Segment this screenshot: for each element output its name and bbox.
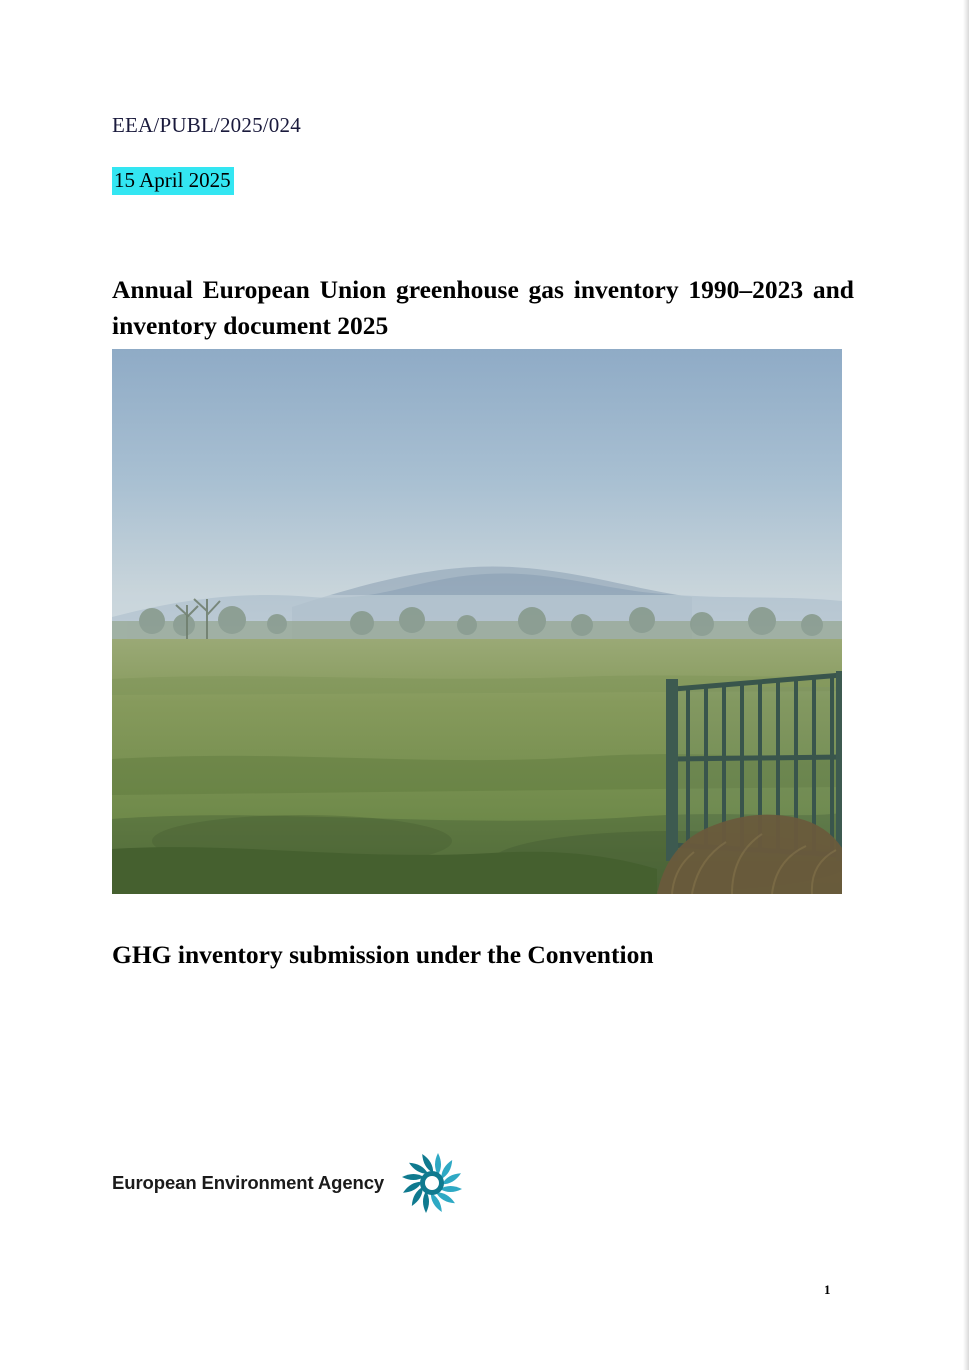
- document-date: 15 April 2025: [112, 167, 234, 195]
- organisation-name: European Environment Agency: [112, 1172, 385, 1193]
- page-title: Annual European Union greenhouse gas inventory 1990–2023 and inventory document 2025: [112, 275, 854, 341]
- eea-logo-icon: [396, 1147, 468, 1219]
- document-subtitle: GHG inventory submission under the Convention: [112, 940, 654, 970]
- cover-photo: [112, 349, 842, 894]
- page-edge-shadow: [963, 0, 969, 1370]
- page-number: 1: [824, 1282, 831, 1297]
- document-code: EEA/PUBL/2025/024: [112, 113, 301, 137]
- eea-logo: [112, 1148, 472, 1218]
- cover-photo-illustration: [112, 349, 842, 894]
